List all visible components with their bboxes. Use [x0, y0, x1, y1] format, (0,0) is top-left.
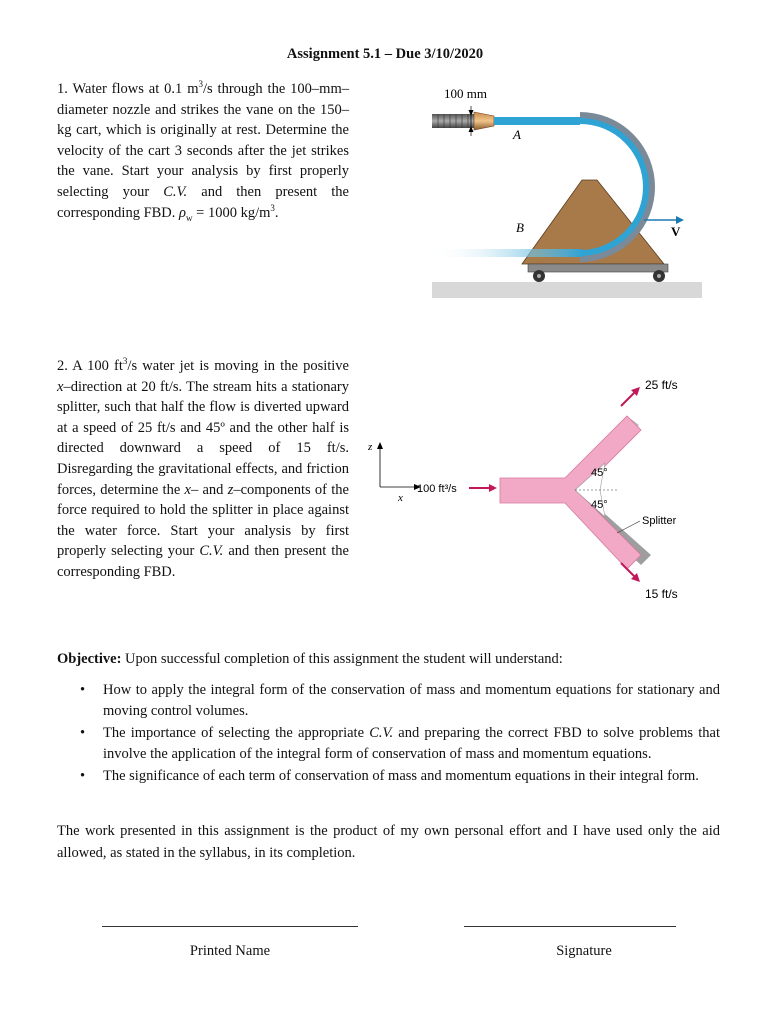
problem-2-text: [57, 356, 349, 583]
problem-1-number: 1.: [57, 81, 68, 97]
rho-symbol: ρ: [179, 204, 187, 221]
list-item: [57, 766, 720, 787]
velocity-label: V: [671, 224, 681, 239]
superscript: 3: [198, 79, 203, 90]
water-jet-body: [500, 416, 641, 569]
bullet: •: [80, 725, 86, 741]
objective-label: Objective:: [57, 651, 122, 667]
x-axis-label: x: [398, 492, 403, 504]
problem-2-number: 2.: [57, 358, 68, 374]
x-variable: x: [184, 481, 191, 498]
problem-2-text-a: A 100 ft: [72, 358, 123, 374]
wheel-hub: [537, 274, 541, 278]
objective-item-text: and preparing the correct FBD to solve problems that involve the application of the integral form of conservation of mass and momentum equations.: [103, 725, 720, 762]
nozzle: [474, 112, 494, 130]
x-variable: x: [57, 378, 64, 395]
objective-heading: [57, 651, 719, 668]
point-b-label: B: [516, 220, 524, 235]
velocity-arrowhead: [676, 216, 684, 224]
problem-2-text-e: –components of the force required to hold the splitter in place against the water force. Start your analysis by first properly selecting your: [57, 481, 349, 560]
upper-angle-label: 45°: [591, 467, 608, 479]
cart-base: [528, 264, 668, 272]
problem-2-text-d: – and: [190, 481, 228, 498]
objective-intro: Upon successful completion of this assignment the student will understand:: [121, 651, 563, 667]
problem-1-text-b: /s through the 100–mm–diameter nozzle and strikes the vane on the 150–kg cart, which is originally at rest. Determine the velocity of the cart 3 seconds after the jet strikes the vane. Start your analysis by first properly selecting your: [57, 81, 349, 200]
splitter-label: Splitter: [642, 515, 677, 527]
superscript: 3: [270, 202, 275, 213]
problem-2-text-c: –direction at 20 ft/s. The stream hits a stationary splitter, such that half the flow is diverted upward at a speed of 25 ft/s and 45º and the other half is directed downward a speed of 15 ft/s. Disregarding the gravitational effects, and friction forces, determine the: [57, 378, 349, 498]
inflow-arrowhead: [489, 484, 497, 492]
problem-1-text-e: .: [274, 204, 279, 221]
assignment-title: Assignment 5.1 – Due 3/10/2020: [286, 46, 484, 62]
diameter-label: 100 mm: [444, 86, 487, 101]
signature-label: Signature: [556, 943, 612, 959]
problem-2-text-f: and then present the corresponding FBD.: [57, 543, 349, 580]
bullet: •: [80, 682, 86, 698]
upper-speed-label: 25 ft/s: [645, 378, 678, 392]
exit-jet: [432, 249, 582, 257]
signature-line[interactable]: [464, 926, 676, 927]
bullet: •: [80, 768, 86, 784]
objective-item-text: The importance of selecting the appropriate: [103, 725, 370, 741]
list-item: [57, 680, 720, 722]
cv-term: C.V.: [369, 725, 394, 741]
printed-name-label: Printed Name: [189, 943, 271, 959]
problem-1-text-a: Water flows at 0.1 m: [72, 81, 199, 97]
inflow-label: 100 ft³/s: [417, 483, 457, 495]
ground: [432, 282, 702, 298]
splitter-figure: [355, 353, 705, 611]
honesty-statement: The work presented in this assignment is the product of my own personal effort and I have used only the aid allowed, as stated in the syllabus, in its completion.: [57, 823, 720, 861]
printed-name-line[interactable]: [102, 926, 358, 927]
problem-1-text: [57, 79, 349, 223]
objective-list: [57, 680, 720, 788]
objective-item-text: How to apply the integral form of the conservation of mass and momentum equations for stationary and moving control volumes.: [103, 682, 720, 719]
cart-vane-figure: [432, 76, 702, 298]
cv-term: C.V.: [163, 183, 188, 200]
lower-speed-label: 15 ft/s: [645, 587, 678, 601]
z-axis-arrow: [377, 442, 383, 449]
superscript: 3: [122, 356, 128, 367]
problem-1-text-d: = 1000 kg/m: [192, 204, 271, 221]
z-axis-label: z: [368, 441, 373, 453]
water-jet: [494, 117, 580, 125]
lower-angle-label: 45°: [591, 499, 608, 511]
list-item: [57, 723, 720, 765]
point-a-label: A: [513, 127, 521, 142]
objective-item-text: The significance of each term of conservation of mass and momentum equations in their integral form.: [103, 768, 699, 784]
wheel-hub: [657, 274, 661, 278]
problem-1-text-c: and then present the corresponding FBD.: [57, 183, 349, 221]
problem-2-text-b: /s water jet is moving in the positive: [127, 358, 349, 374]
z-variable: z: [227, 481, 234, 498]
upper-outflow-arrow: [621, 392, 635, 406]
splitter-leader: [617, 521, 640, 533]
rho-subscript: w: [186, 212, 193, 223]
cv-term: C.V.: [199, 543, 224, 560]
